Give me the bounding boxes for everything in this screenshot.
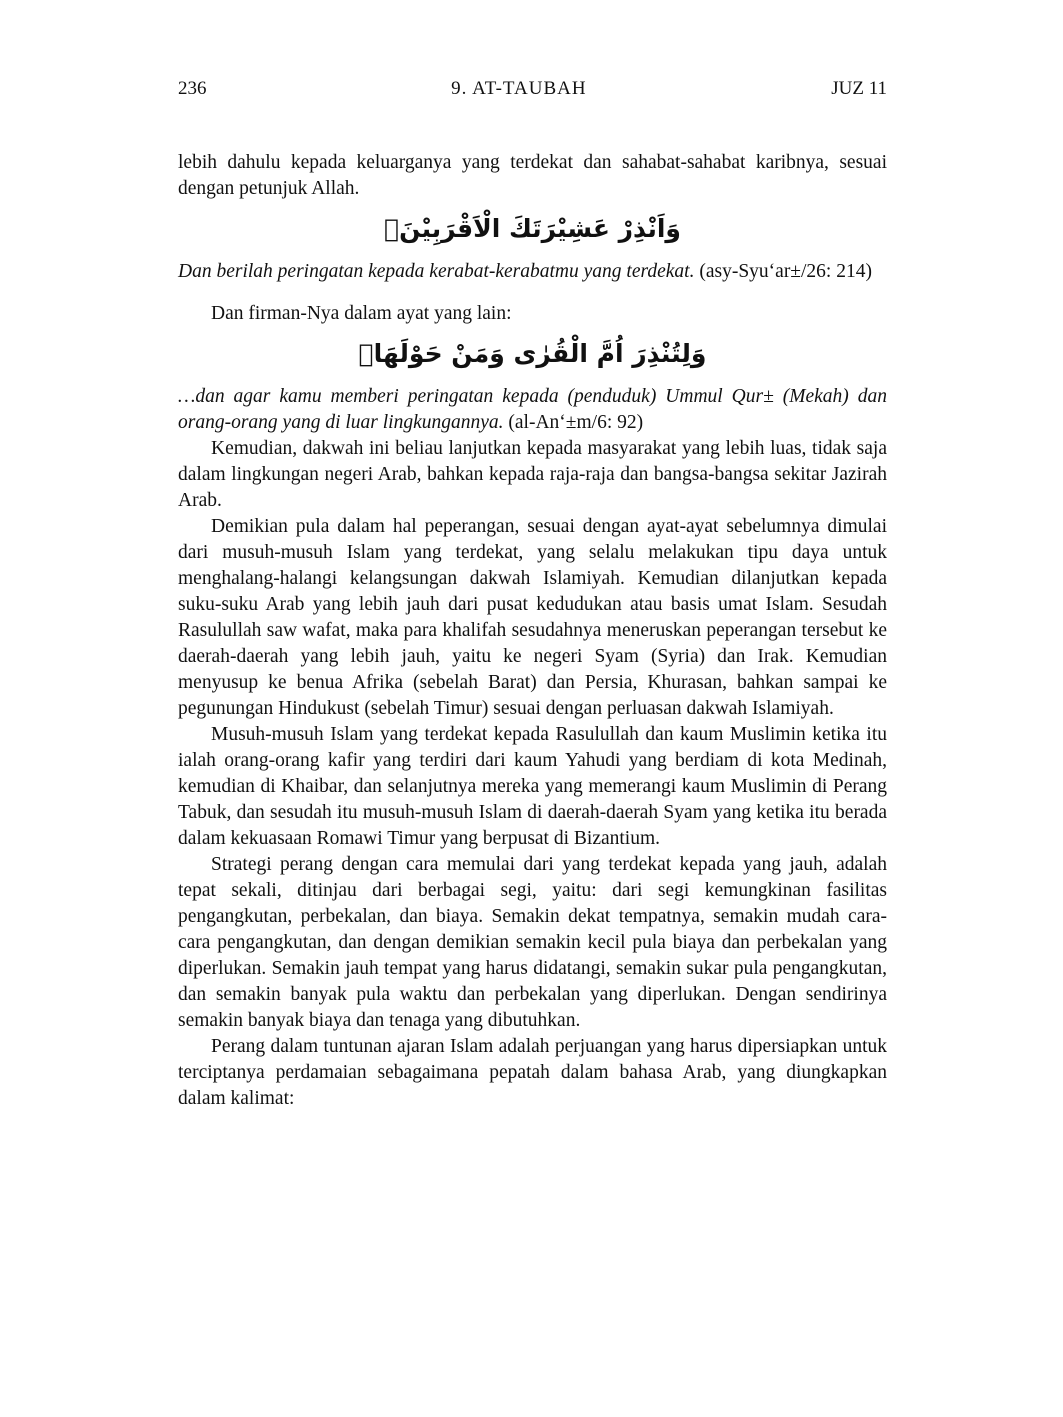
quote-2-reference: (al-An‘±m/6: 92) [503, 411, 644, 433]
paragraph-kemudian: Kemudian, dakwah ini beliau lanjutkan kepada masyarakat yang lebih luas, tidak saja dalam lingkungan negeri Arab, bahkan kepada raja-raja dan bangsa-bangsa sekitar Jazirah Arab. [178, 437, 887, 511]
quote-translation-1 [178, 259, 887, 285]
arabic-verse-2: وَلِتُنْذِرَ اُمَّ الْقُرٰى وَمَنْ حَوْلَهَاۗ [358, 338, 707, 368]
page-body [178, 150, 887, 1112]
paragraph-perang: Perang dalam tuntunan ajaran Islam adalah perjuangan yang harus dipersiapkan untuk terciptanya perdamaian sebagaimana pepatah dalam bahasa Arab, yang diungkapkan dalam kalimat: [178, 1035, 887, 1109]
page-number: 236 [178, 78, 207, 99]
page-header [178, 78, 887, 100]
quote-2-text: …dan agar kamu memberi peringatan kepada (penduduk) Ummul Qur± (Mekah) dan orang-orang yang di luar lingkungannya. [178, 385, 887, 433]
paragraph-demikian: Demikian pula dalam hal peperangan, sesuai dengan ayat-ayat sebelumnya dimulai dari musuh-musuh Islam yang terdekat, yang selalu melakukan tipu daya untuk menghalang-halangi kelangsungan dakwah Islamiyah. Kemudian dilanjutkan kepada suku-suku Arab yang lebih jauh dari pusat kedudukan atau basis umat Islam. Sesudah Rasulullah saw wafat, maka para khalifah sesudahnya meneruskan peperangan tersebut ke daerah-daerah yang lebih jauh, yaitu ke negeri Syam (Syria) dan Irak. Kemudian menyusup ke benua Afrika (sebelah Barat) dan Persia, Khurasan, bahkan sampai ke pegunungan Hindukust (sebelah Timur) sesuai dengan perluasan dakwah Islamiyah. [178, 515, 887, 719]
paragraph-strategi: Strategi perang dengan cara memulai dari yang terdekat kepada yang jauh, adalah tepat sekali, ditinjau dari berbagai segi, yaitu: dari segi kemungkinan fasilitas pengangkutan, perbekalan, dan biaya. Semakin dekat tempatnya, semakin mudah cara-cara pengangkutan, dan dengan demikian semakin kecil pula biaya dan perbekalan yang diperlukan. Semakin jauh tempat yang harus didatangi, semakin sukar pula pengangkutan, dan semakin banyak pula waktu dan perbekalan yang diperlukan. Dengan sendirinya semakin banyak biaya dan tenaga yang dibutuhkan. [178, 853, 887, 1031]
quote-translation-2 [178, 384, 887, 436]
paragraph-musuh: Musuh-musuh Islam yang terdekat kepada Rasulullah dan kaum Muslimin ketika itu ialah orang-orang kafir yang terdiri dari kaum Yahudi yang berdiam di kota Medinah, kemudian di Khaibar, dan selanjutnya mereka yang memerangi kaum Muslimin di Perang Tabuk, dan sesudah itu musuh-musuh Islam di daerah-daerah Syam yang ketika itu berada dalam kekuasaan Romawi Timur yang berpusat di Bizantium. [178, 723, 887, 849]
quote-1-reference: (asy-Syu‘ar±/26: 214) [694, 260, 872, 282]
arabic-verse-1: وَاَنْذِرْ عَشِيْرَتَكَ الْاَقْرَبِيْنَۙ [384, 214, 681, 243]
paragraph-firman: Dan firman-Nya dalam ayat yang lain: [211, 302, 512, 324]
surah-title: 9. AT-TAUBAH [451, 78, 587, 99]
paragraph-continuation: lebih dahulu kepada keluarganya yang terdekat dan sahabat-sahabat karibnya, sesuai dengan petunjuk Allah. [178, 152, 887, 199]
juz-label: JUZ 11 [831, 78, 887, 99]
quote-1-text: Dan berilah peringatan kepada kerabat-kerabatmu yang terdekat. [178, 260, 695, 282]
